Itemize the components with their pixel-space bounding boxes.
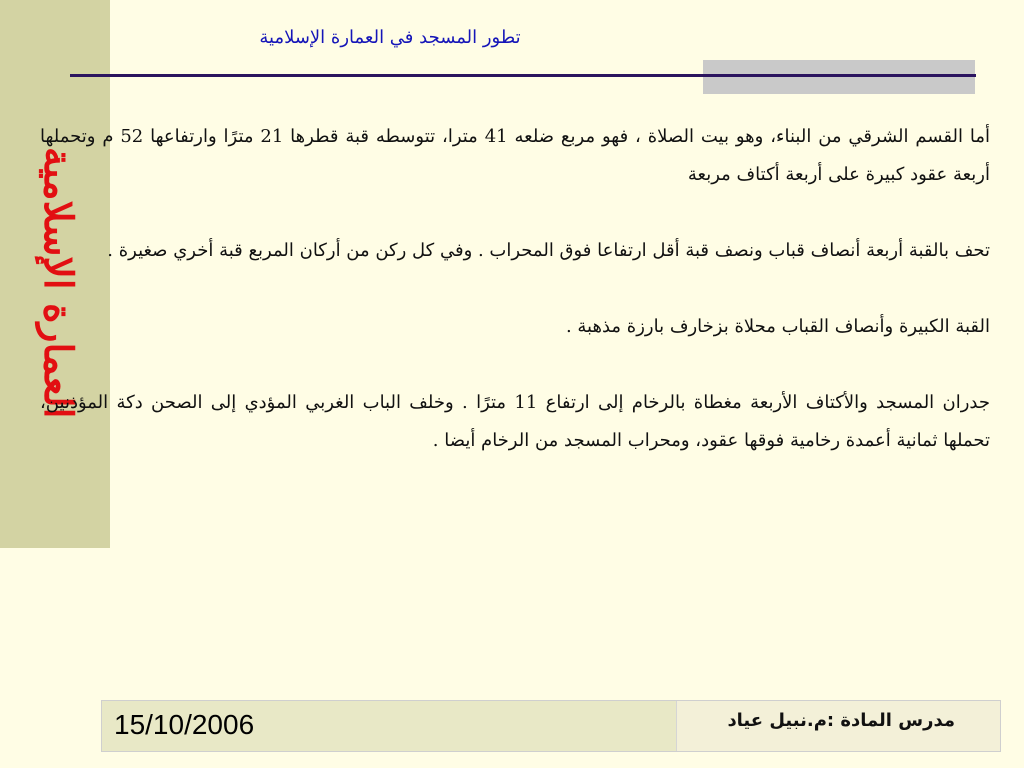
teacher-name: مدرس المادة :م.نبيل عياد [727, 710, 955, 731]
vertical-side-title: العمارة الإسلامية [35, 146, 81, 418]
header-divider [70, 74, 976, 77]
footer-date: 15/10/2006 [114, 709, 255, 740]
paragraph-decorations: القبة الكبيرة وأنصاف القباب محلاة بزخارف بارزة مذهبة . [565, 316, 990, 337]
slide-title: تطور المسجد في العمارة الإسلامية [259, 27, 521, 48]
footer-teacher-panel [676, 701, 1000, 751]
slide-footer [101, 700, 1001, 752]
paragraph-prayer-hall: أما القسم الشرقي من البناء، وهو بيت الصلاة ، فهو مربع ضلعه 41 مترا، تتوسطه قبة قطرها 21 مترًا وارتفاعها 52 م وتحملها أربعة عقود كبيرة على أربعة أكتاف مربعة [40, 126, 990, 185]
header-gray-block [703, 60, 975, 94]
paragraph-half-domes: تحف بالقبة أربعة أنصاف قباب ونصف قبة أقل ارتفاعا فوق المحراب . وفي كل ركن من أركان المربع قبة أخري صغيرة . [107, 240, 990, 261]
slide-content [40, 118, 990, 498]
paragraph-walls-and-mihrab: جدران المسجد والأكتاف الأربعة مغطاة بالرخام إلى ارتفاع 11 مترًا . وخلف الباب الغربي المؤدي إلى الصحن دكة المؤذنين، تحملها ثمانية أعمدة رخامية فوقها عقود، ومحراب المسجد من الرخام أيضا . [40, 392, 990, 451]
